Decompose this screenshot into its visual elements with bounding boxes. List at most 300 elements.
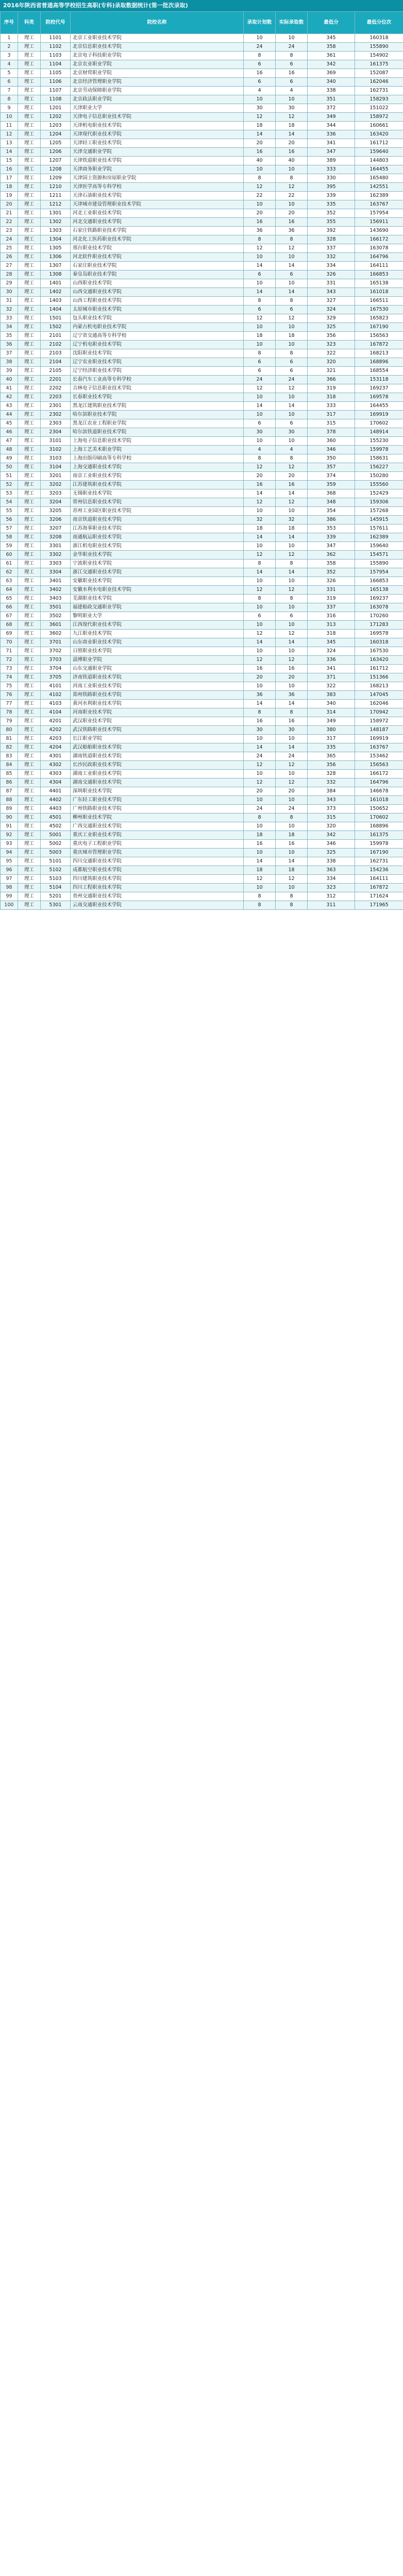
cell-type: 理工 (18, 43, 41, 52)
cell-type: 理工 (18, 349, 41, 358)
cell-admit: 6 (276, 612, 308, 621)
cell-name: 芜湖职业技术学院 (71, 595, 244, 603)
cell-name: 天津交通职业学院 (71, 148, 244, 157)
cell-code: 1102 (41, 43, 71, 52)
cell-code: 3403 (41, 595, 71, 603)
cell-name: 日照职业技术学院 (71, 647, 244, 656)
cell-admit: 10 (276, 253, 308, 262)
cell-name: 黑龙江建筑职业技术学院 (71, 402, 244, 411)
cell-name: 哈尔滨职业技术学院 (71, 411, 244, 419)
cell-score: 336 (308, 656, 355, 665)
cell-score: 327 (308, 297, 355, 306)
cell-plan: 8 (244, 595, 276, 603)
cell-plan: 18 (244, 332, 276, 341)
cell-score: 333 (308, 402, 355, 411)
cell-seq: 19 (1, 192, 18, 200)
cell-admit: 12 (276, 586, 308, 595)
cell-admit: 20 (276, 787, 308, 796)
header-plan: 录取计划数 (244, 12, 276, 34)
page-title: 2016年陕西省普通高等学校招生高职(专科)录取数据统计(第一批次录取) (0, 0, 403, 11)
cell-admit: 8 (276, 560, 308, 568)
cell-admit: 12 (276, 113, 308, 122)
cell-plan: 16 (244, 840, 276, 849)
cell-score: 383 (308, 691, 355, 700)
table-row (1, 183, 403, 192)
cell-rank: 164455 (355, 402, 403, 411)
cell-rank: 171283 (355, 621, 403, 630)
cell-name: 上海交通职业技术学院 (71, 463, 244, 472)
cell-seq: 4 (1, 60, 18, 69)
cell-plan: 20 (244, 209, 276, 218)
cell-code: 1502 (41, 323, 71, 332)
cell-plan: 40 (244, 157, 276, 165)
table-row (1, 595, 403, 603)
cell-plan: 12 (244, 761, 276, 770)
cell-score: 318 (308, 393, 355, 402)
cell-plan: 10 (244, 542, 276, 551)
cell-name: 上海出版印刷高等专科学校 (71, 454, 244, 463)
cell-plan: 10 (244, 577, 276, 586)
cell-seq: 31 (1, 297, 18, 306)
cell-code: 5003 (41, 849, 71, 857)
cell-seq: 84 (1, 761, 18, 770)
cell-code: 3701 (41, 638, 71, 647)
cell-seq: 35 (1, 332, 18, 341)
cell-admit: 8 (276, 235, 308, 244)
cell-name: 金华职业技术学院 (71, 551, 244, 560)
cell-score: 346 (308, 446, 355, 454)
cell-rank: 156563 (355, 761, 403, 770)
cell-score: 326 (308, 270, 355, 279)
cell-score: 311 (308, 901, 355, 910)
cell-rank: 162046 (355, 78, 403, 87)
cell-rank: 159640 (355, 148, 403, 157)
cell-type: 理工 (18, 796, 41, 805)
table-row (1, 60, 403, 69)
cell-rank: 164796 (355, 778, 403, 787)
cell-seq: 81 (1, 735, 18, 743)
table-row (1, 542, 403, 551)
cell-name: 重庆工业职业技术学院 (71, 831, 244, 840)
cell-plan: 10 (244, 323, 276, 332)
cell-plan: 14 (244, 568, 276, 577)
cell-admit: 8 (276, 595, 308, 603)
cell-code: 3206 (41, 516, 71, 524)
cell-code: 1202 (41, 113, 71, 122)
table-row (1, 796, 403, 805)
cell-seq: 55 (1, 507, 18, 516)
cell-score: 312 (308, 892, 355, 901)
cell-plan: 12 (244, 498, 276, 507)
cell-code: 1105 (41, 69, 71, 78)
cell-plan: 12 (244, 244, 276, 253)
cell-rank: 152087 (355, 69, 403, 78)
cell-admit: 14 (276, 262, 308, 270)
cell-code: 1209 (41, 174, 71, 183)
table-row (1, 78, 403, 87)
table-row (1, 892, 403, 901)
cell-seq: 62 (1, 568, 18, 577)
table-row (1, 708, 403, 717)
cell-type: 理工 (18, 87, 41, 95)
cell-plan: 10 (244, 796, 276, 805)
cell-plan: 22 (244, 192, 276, 200)
table-row (1, 577, 403, 586)
cell-code: 1402 (41, 288, 71, 297)
cell-plan: 24 (244, 752, 276, 761)
cell-seq: 18 (1, 183, 18, 192)
cell-type: 理工 (18, 60, 41, 69)
cell-code: 1104 (41, 60, 71, 69)
cell-type: 理工 (18, 358, 41, 367)
cell-name: 浙江交通职业技术学院 (71, 568, 244, 577)
cell-code: 1103 (41, 52, 71, 60)
cell-plan: 6 (244, 78, 276, 87)
cell-plan: 18 (244, 866, 276, 875)
table-row (1, 489, 403, 498)
cell-seq: 40 (1, 376, 18, 384)
table-row (1, 603, 403, 612)
cell-seq: 10 (1, 113, 18, 122)
cell-code: 1108 (41, 95, 71, 104)
cell-seq: 98 (1, 884, 18, 892)
cell-admit: 8 (276, 297, 308, 306)
cell-rank: 162389 (355, 192, 403, 200)
cell-code: 1301 (41, 209, 71, 218)
cell-rank: 167190 (355, 849, 403, 857)
table-row (1, 157, 403, 165)
cell-type: 理工 (18, 778, 41, 787)
cell-seq: 6 (1, 78, 18, 87)
cell-plan: 16 (244, 481, 276, 489)
cell-admit: 10 (276, 341, 308, 349)
cell-score: 316 (308, 612, 355, 621)
cell-type: 理工 (18, 507, 41, 516)
cell-seq: 41 (1, 384, 18, 393)
cell-type: 理工 (18, 165, 41, 174)
cell-plan: 10 (244, 682, 276, 691)
cell-plan: 10 (244, 34, 276, 43)
cell-plan: 10 (244, 253, 276, 262)
cell-plan: 30 (244, 726, 276, 735)
cell-seq: 21 (1, 209, 18, 218)
cell-rank: 153118 (355, 376, 403, 384)
cell-name: 天津国土资源和房屋职业学院 (71, 174, 244, 183)
cell-seq: 48 (1, 446, 18, 454)
cell-seq: 53 (1, 489, 18, 498)
cell-seq: 50 (1, 463, 18, 472)
cell-rank: 165138 (355, 586, 403, 595)
cell-admit: 16 (276, 717, 308, 726)
cell-type: 理工 (18, 849, 41, 857)
cell-rank: 168213 (355, 682, 403, 691)
cell-plan: 8 (244, 52, 276, 60)
cell-type: 理工 (18, 884, 41, 892)
cell-seq: 43 (1, 402, 18, 411)
table-row (1, 104, 403, 113)
cell-seq: 7 (1, 87, 18, 95)
table-row (1, 192, 403, 200)
cell-type: 理工 (18, 183, 41, 192)
header-code: 院校代号 (41, 12, 71, 34)
cell-code: 2304 (41, 428, 71, 437)
cell-name: 河南职业技术学院 (71, 708, 244, 717)
cell-name: 山东商业职业技术学院 (71, 638, 244, 647)
cell-rank: 163420 (355, 130, 403, 139)
cell-score: 337 (308, 603, 355, 612)
cell-rank: 157954 (355, 568, 403, 577)
table-row (1, 875, 403, 884)
cell-score: 378 (308, 428, 355, 437)
cell-rank: 161712 (355, 665, 403, 673)
table-row (1, 376, 403, 384)
cell-score: 350 (308, 454, 355, 463)
cell-rank: 157268 (355, 507, 403, 516)
cell-name: 浙江机电职业技术学院 (71, 542, 244, 551)
table-row (1, 139, 403, 148)
cell-admit: 22 (276, 192, 308, 200)
cell-name: 九江职业技术学院 (71, 630, 244, 638)
cell-admit: 24 (276, 43, 308, 52)
cell-type: 理工 (18, 691, 41, 700)
cell-seq: 89 (1, 805, 18, 814)
cell-seq: 33 (1, 314, 18, 323)
cell-type: 理工 (18, 489, 41, 498)
cell-type: 理工 (18, 726, 41, 735)
table-row (1, 306, 403, 314)
header-admit: 实际录取数 (276, 12, 308, 34)
cell-seq: 39 (1, 367, 18, 376)
cell-name: 天津现代职业技术学院 (71, 130, 244, 139)
cell-score: 366 (308, 376, 355, 384)
cell-plan: 8 (244, 814, 276, 822)
cell-score: 349 (308, 113, 355, 122)
cell-type: 理工 (18, 253, 41, 262)
cell-seq: 85 (1, 770, 18, 778)
table-row (1, 384, 403, 393)
cell-plan: 24 (244, 805, 276, 814)
cell-rank: 155890 (355, 560, 403, 568)
cell-name: 上海电子信息职业技术学院 (71, 437, 244, 446)
cell-type: 理工 (18, 454, 41, 463)
cell-code: 3501 (41, 603, 71, 612)
cell-rank: 163420 (355, 656, 403, 665)
cell-score: 334 (308, 262, 355, 270)
cell-rank: 150652 (355, 805, 403, 814)
cell-name: 长江职业学院 (71, 735, 244, 743)
cell-seq: 74 (1, 673, 18, 682)
cell-type: 理工 (18, 630, 41, 638)
cell-name: 北京农业职业学院 (71, 60, 244, 69)
cell-type: 理工 (18, 665, 41, 673)
cell-name: 山西工程职业技术学院 (71, 297, 244, 306)
cell-seq: 54 (1, 498, 18, 507)
cell-rank: 160318 (355, 638, 403, 647)
cell-rank: 163078 (355, 244, 403, 253)
cell-rank: 165480 (355, 174, 403, 183)
cell-type: 理工 (18, 463, 41, 472)
cell-seq: 34 (1, 323, 18, 332)
cell-admit: 16 (276, 69, 308, 78)
cell-code: 1210 (41, 183, 71, 192)
cell-seq: 24 (1, 235, 18, 244)
cell-rank: 155890 (355, 43, 403, 52)
cell-plan: 18 (244, 831, 276, 840)
cell-name: 上海工艺美术职业学院 (71, 446, 244, 454)
cell-type: 理工 (18, 603, 41, 612)
cell-name: 沈阳职业技术学院 (71, 349, 244, 358)
cell-score: 315 (308, 814, 355, 822)
cell-plan: 6 (244, 358, 276, 367)
cell-score: 361 (308, 52, 355, 60)
cell-score: 363 (308, 866, 355, 875)
cell-admit: 4 (276, 87, 308, 95)
cell-code: 3304 (41, 568, 71, 577)
cell-score: 322 (308, 682, 355, 691)
cell-type: 理工 (18, 866, 41, 875)
cell-seq: 58 (1, 533, 18, 542)
cell-admit: 10 (276, 542, 308, 551)
cell-code: 1501 (41, 314, 71, 323)
cell-code: 3702 (41, 647, 71, 656)
cell-rank: 142551 (355, 183, 403, 192)
cell-type: 理工 (18, 157, 41, 165)
cell-name: 济南铁道职业技术学院 (71, 673, 244, 682)
cell-seq: 23 (1, 227, 18, 235)
cell-score: 357 (308, 463, 355, 472)
cell-rank: 169578 (355, 630, 403, 638)
cell-code: 3602 (41, 630, 71, 638)
cell-score: 372 (308, 104, 355, 113)
cell-name: 江西现代职业技术学院 (71, 621, 244, 630)
cell-plan: 10 (244, 849, 276, 857)
cell-score: 314 (308, 708, 355, 717)
table-row (1, 113, 403, 122)
cell-score: 330 (308, 174, 355, 183)
cell-score: 325 (308, 849, 355, 857)
table-row (1, 822, 403, 831)
cell-seq: 16 (1, 165, 18, 174)
cell-type: 理工 (18, 402, 41, 411)
cell-plan: 36 (244, 227, 276, 235)
cell-seq: 56 (1, 516, 18, 524)
cell-name: 南通航运职业技术学院 (71, 533, 244, 542)
table-row (1, 533, 403, 542)
cell-code: 1403 (41, 297, 71, 306)
cell-type: 理工 (18, 332, 41, 341)
table-row (1, 568, 403, 577)
cell-admit: 6 (276, 419, 308, 428)
cell-code: 4501 (41, 814, 71, 822)
cell-plan: 20 (244, 139, 276, 148)
cell-type: 理工 (18, 752, 41, 761)
cell-plan: 36 (244, 691, 276, 700)
cell-rank: 167190 (355, 323, 403, 332)
cell-admit: 18 (276, 332, 308, 341)
cell-rank: 168213 (355, 349, 403, 358)
cell-name: 江苏建筑职业技术学院 (71, 481, 244, 489)
cell-code: 1401 (41, 279, 71, 288)
cell-admit: 8 (276, 814, 308, 822)
cell-score: 323 (308, 341, 355, 349)
table-row (1, 647, 403, 656)
cell-score: 335 (308, 743, 355, 752)
cell-admit: 6 (276, 60, 308, 69)
cell-plan: 8 (244, 235, 276, 244)
cell-rank: 154236 (355, 866, 403, 875)
cell-rank: 148914 (355, 428, 403, 437)
cell-admit: 40 (276, 157, 308, 165)
table-row (1, 218, 403, 227)
cell-rank: 158293 (355, 95, 403, 104)
table-row (1, 656, 403, 665)
cell-seq: 27 (1, 262, 18, 270)
cell-type: 理工 (18, 130, 41, 139)
cell-seq: 49 (1, 454, 18, 463)
cell-score: 315 (308, 419, 355, 428)
cell-type: 理工 (18, 306, 41, 314)
table-row (1, 332, 403, 341)
table-row (1, 682, 403, 691)
cell-score: 324 (308, 306, 355, 314)
table-row (1, 700, 403, 708)
table-row (1, 840, 403, 849)
table-row (1, 621, 403, 630)
cell-plan: 12 (244, 586, 276, 595)
cell-seq: 8 (1, 95, 18, 104)
cell-name: 重庆电子工程职业学院 (71, 840, 244, 849)
table-row (1, 805, 403, 814)
cell-seq: 96 (1, 866, 18, 875)
cell-rank: 166853 (355, 270, 403, 279)
cell-code: 4204 (41, 743, 71, 752)
table-row (1, 884, 403, 892)
cell-code: 5103 (41, 875, 71, 884)
cell-code: 4403 (41, 805, 71, 814)
cell-seq: 57 (1, 524, 18, 533)
cell-name: 河南工业职业技术学院 (71, 682, 244, 691)
cell-type: 理工 (18, 551, 41, 560)
cell-admit: 10 (276, 411, 308, 419)
cell-type: 理工 (18, 656, 41, 665)
cell-plan: 20 (244, 673, 276, 682)
cell-score: 348 (308, 498, 355, 507)
cell-score: 340 (308, 700, 355, 708)
cell-plan: 10 (244, 95, 276, 104)
cell-type: 理工 (18, 560, 41, 568)
cell-name: 天津轻工职业技术学院 (71, 139, 244, 148)
cell-score: 341 (308, 139, 355, 148)
cell-seq: 38 (1, 358, 18, 367)
cell-name: 黄河水利职业技术学院 (71, 700, 244, 708)
cell-name: 石家庄职业技术学院 (71, 262, 244, 270)
cell-code: 4301 (41, 752, 71, 761)
cell-type: 理工 (18, 34, 41, 43)
cell-plan: 16 (244, 148, 276, 157)
cell-admit: 8 (276, 454, 308, 463)
cell-seq: 28 (1, 270, 18, 279)
cell-name: 河北软件职业技术学院 (71, 253, 244, 262)
cell-admit: 14 (276, 402, 308, 411)
cell-name: 天津医学高等专科学校 (71, 183, 244, 192)
cell-type: 理工 (18, 647, 41, 656)
cell-code: 2105 (41, 367, 71, 376)
cell-code: 3601 (41, 621, 71, 630)
cell-name: 石家庄铁路职业技术学院 (71, 227, 244, 235)
cell-rank: 171965 (355, 901, 403, 910)
cell-score: 351 (308, 95, 355, 104)
table-row (1, 279, 403, 288)
